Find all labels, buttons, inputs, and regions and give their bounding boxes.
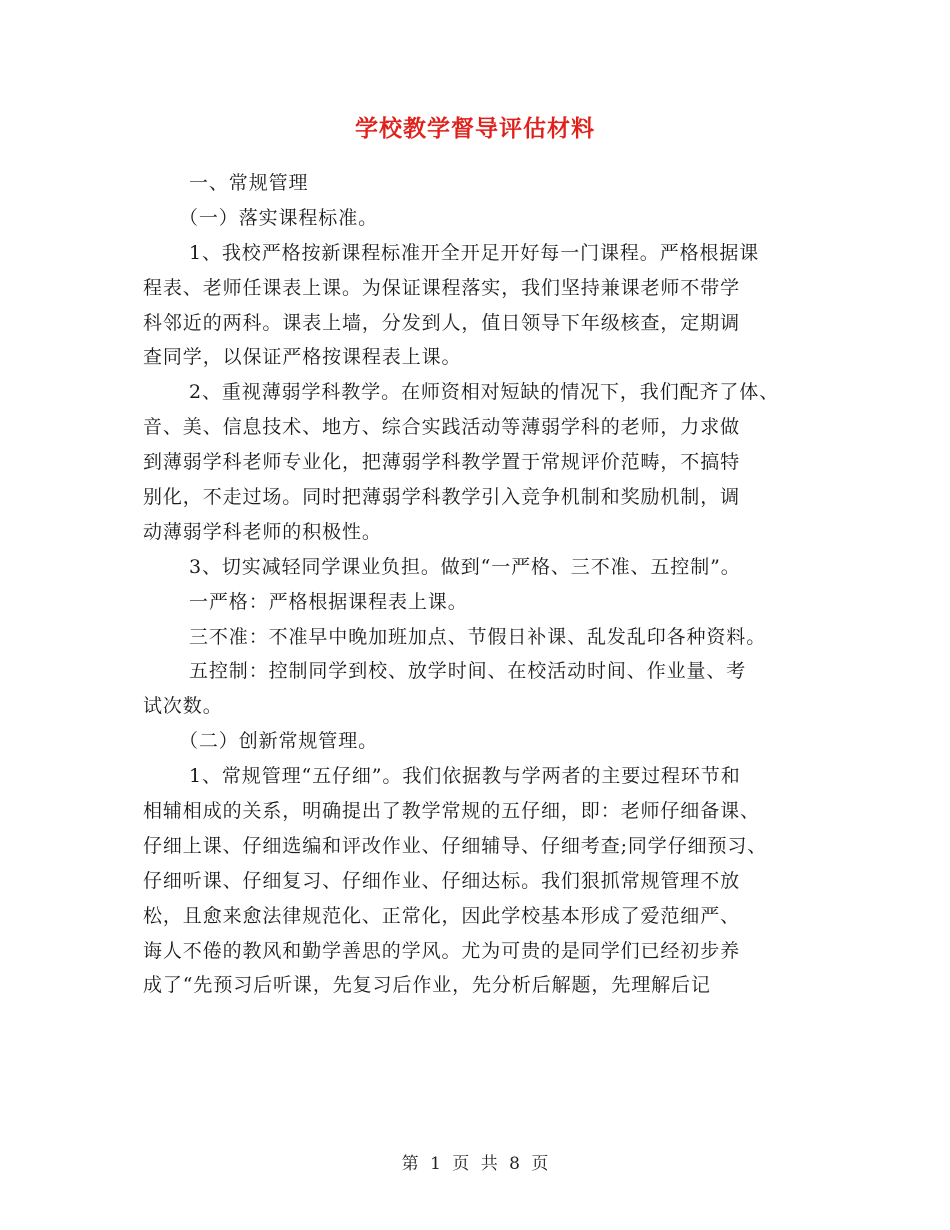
paragraph-line: 成了“先预习后听课，先复习后作业，先分析后解题，先理解后记: [143, 974, 711, 997]
paragraph-line: 科邻近的两科。课表上墙，分发到人，值日领导下年级核查，定期调: [143, 311, 741, 334]
paragraph-line: 3、切实减轻同学课业负担。做到“一严格、三不准、五控制”。: [189, 555, 741, 578]
paragraph-line: 音、美、信息技术、地方、综合实践活动等薄弱学科的老师，力求做: [143, 416, 741, 439]
paragraph-line: 到薄弱学科老师专业化，把薄弱学科教学置于常规评价范畴，不搞特: [143, 451, 741, 474]
subsection-heading: （二）创新常规管理。: [179, 730, 379, 753]
paragraph-line: 相辅相成的关系，明确提出了教学常规的五仔细，即：老师仔细备课、: [143, 800, 760, 823]
subsection-heading: （一）落实课程标准。: [179, 206, 379, 229]
paragraph-line: 查同学，以保证严格按课程表上课。: [143, 346, 462, 369]
paragraph-line: 程表、老师任课表上课。为保证课程落实，我们坚持兼课老师不带学: [143, 276, 741, 299]
paragraph-line: 2、重视薄弱学科教学。在师资相对短缺的情况下，我们配齐了体、: [189, 381, 780, 404]
paragraph-line: 动薄弱学科老师的积极性。: [143, 520, 382, 543]
paragraph-line: 仔细上课、仔细选编和评改作业、仔细辅导、仔细考查;同学仔细预习、: [143, 834, 768, 857]
paragraph-line: 别化，不走过场。同时把薄弱学科教学引入竞争机制和奖励机制，调: [143, 486, 741, 509]
paragraph-line: 1、我校严格按新课程标准开全开足开好每一门课程。严格根据课: [189, 241, 760, 264]
paragraph-line: 诲人不倦的教风和勤学善思的学风。尤为可贵的是同学们已经初步养: [143, 939, 741, 962]
paragraph-line: 三不准：不准早中晚加班加点、节假日补课、乱发乱印各种资料。: [189, 625, 767, 648]
paragraph-line: 一严格：严格根据课程表上课。: [189, 590, 468, 613]
paragraph-line: 1、常规管理“五仔细”。我们依据教与学两者的主要过程环节和: [189, 765, 741, 788]
paragraph-line: 五控制：控制同学到校、放学时间、在校活动时间、作业量、考: [189, 660, 747, 683]
paragraph-line: 松，且愈来愈法律规范化、正常化，因此学校基本形成了爱范细严、: [143, 904, 741, 927]
paragraph-line: 仔细听课、仔细复习、仔细作业、仔细达标。我们狠抓常规管理不放: [143, 869, 741, 892]
document-body: [143, 166, 815, 1003]
paragraph-line: 试次数。: [143, 695, 223, 718]
page-number-footer: 第 1 页 共 8 页: [401, 1154, 549, 1174]
section-heading: 一、常规管理: [189, 172, 309, 194]
document-title: 学校教学督导评估材料: [355, 115, 595, 142]
